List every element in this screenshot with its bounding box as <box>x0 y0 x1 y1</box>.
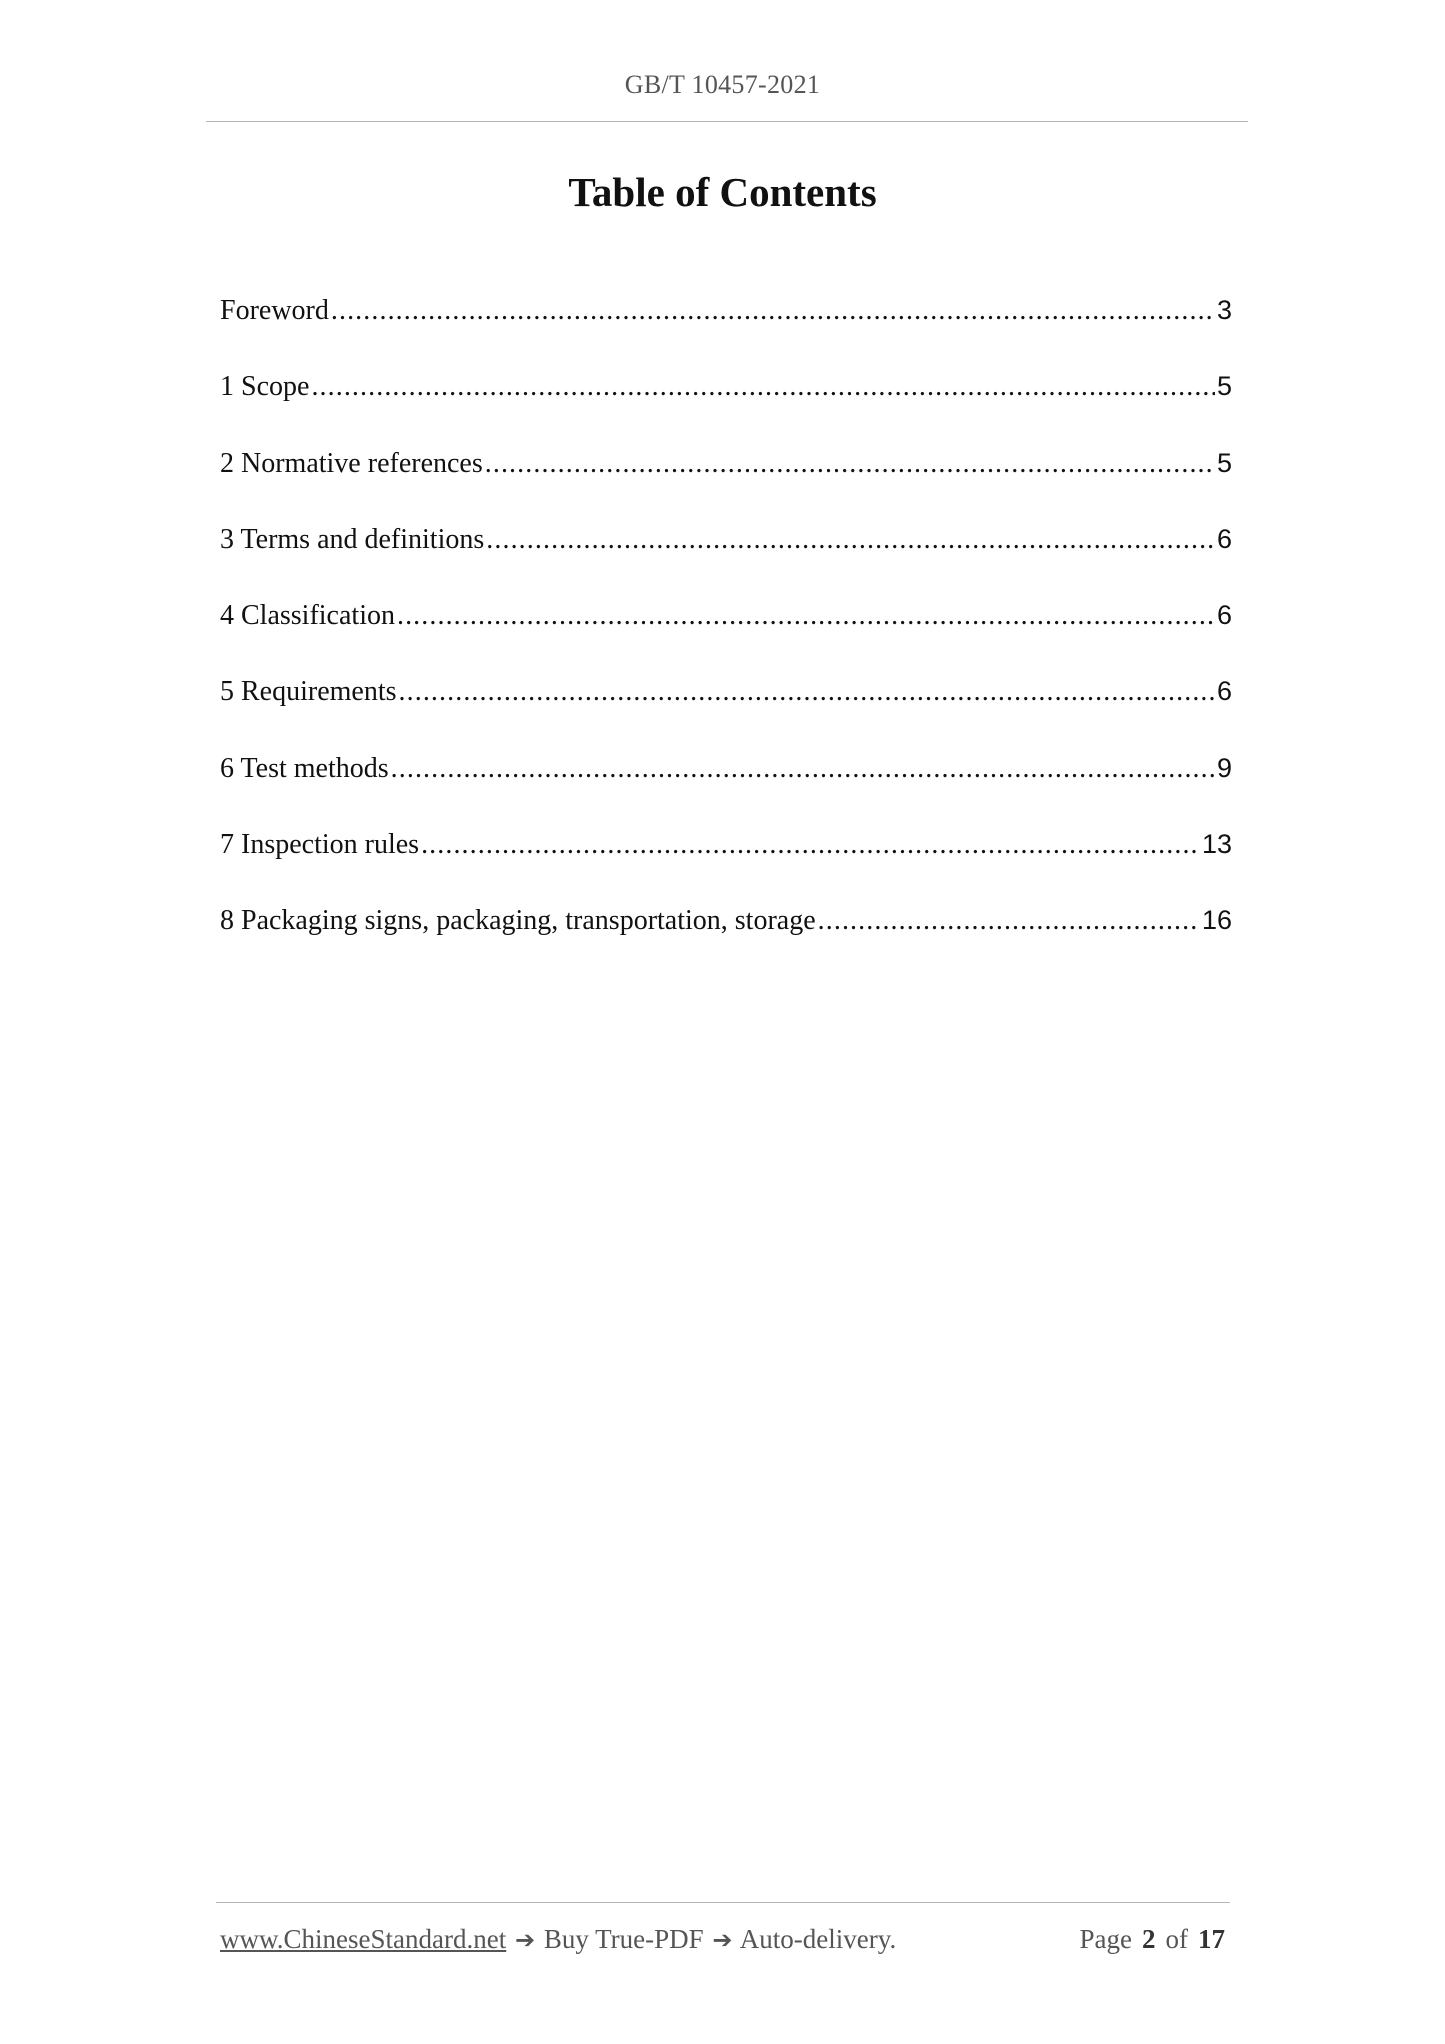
document-header-code: GB/T 10457-2021 <box>624 70 821 99</box>
toc-dot-leader <box>485 444 1215 484</box>
toc-dot-leader <box>421 825 1200 865</box>
toc-entry-packaging[interactable] <box>220 900 1232 976</box>
toc-entry-classification[interactable] <box>220 595 1232 671</box>
arrow-right-icon: ➔ <box>712 1926 733 1954</box>
toc-entry-foreword[interactable] <box>220 290 1232 366</box>
toc-dot-leader <box>331 291 1215 331</box>
toc-entry-page: 6 <box>1216 600 1232 631</box>
page-word: Page <box>1079 1924 1132 1954</box>
toc-entry-page: 5 <box>1216 371 1232 402</box>
toc-entry-label: 7 Inspection rules <box>220 829 420 861</box>
toc-title: Table of Contents <box>568 169 877 215</box>
toc-dot-leader <box>397 596 1215 636</box>
site-link[interactable]: www.ChineseStandard.net <box>220 1924 507 1954</box>
total-pages-number: 17 <box>1198 1924 1225 1954</box>
toc-entry-label: 4 Classification <box>220 600 395 632</box>
arrow-right-icon: ➔ <box>514 1926 536 1954</box>
toc-entry-normative-references[interactable] <box>220 443 1232 519</box>
toc-dot-leader <box>818 901 1200 941</box>
toc-entry-inspection-rules[interactable] <box>220 824 1232 900</box>
table-of-contents <box>220 290 1232 977</box>
buy-true-pdf-text: Buy True-PDF <box>543 1924 704 1954</box>
toc-entry-label: 1 Scope <box>220 371 310 403</box>
page-footer <box>220 1924 1225 1955</box>
toc-entry-label: 3 Terms and definitions <box>220 523 485 555</box>
toc-dot-leader <box>399 672 1215 712</box>
page-number-indicator <box>1080 1924 1225 1955</box>
current-page-number: 2 <box>1142 1924 1156 1954</box>
toc-entry-label: 2 Normative references <box>220 447 483 479</box>
toc-entry-label: 8 Packaging signs, packaging, transportation, storage <box>220 905 816 937</box>
toc-dot-leader <box>311 367 1215 407</box>
toc-entry-requirements[interactable] <box>220 671 1232 747</box>
toc-entry-label: 5 Requirements <box>220 676 397 708</box>
header-divider <box>206 121 1248 122</box>
of-word: of <box>1165 1924 1188 1954</box>
footer-promo <box>220 1924 896 1955</box>
toc-entry-label: Foreword <box>220 295 329 326</box>
toc-entry-scope[interactable] <box>220 366 1232 442</box>
toc-dot-leader <box>486 520 1215 560</box>
footer-divider <box>216 1902 1230 1903</box>
toc-entry-page: 6 <box>1216 523 1232 554</box>
toc-entry-page: 16 <box>1201 905 1232 936</box>
toc-entry-terms-and-definitions[interactable] <box>220 519 1232 595</box>
toc-entry-test-methods[interactable] <box>220 748 1232 824</box>
toc-entry-page: 3 <box>1216 295 1232 325</box>
toc-entry-label: 6 Test methods <box>220 752 389 784</box>
toc-entry-page: 6 <box>1216 676 1232 707</box>
toc-dot-leader <box>391 749 1215 789</box>
auto-delivery-text: Auto-delivery. <box>739 1924 897 1954</box>
toc-entry-page: 5 <box>1216 447 1232 478</box>
toc-entry-page: 9 <box>1216 752 1232 783</box>
toc-entry-page: 13 <box>1201 829 1232 860</box>
